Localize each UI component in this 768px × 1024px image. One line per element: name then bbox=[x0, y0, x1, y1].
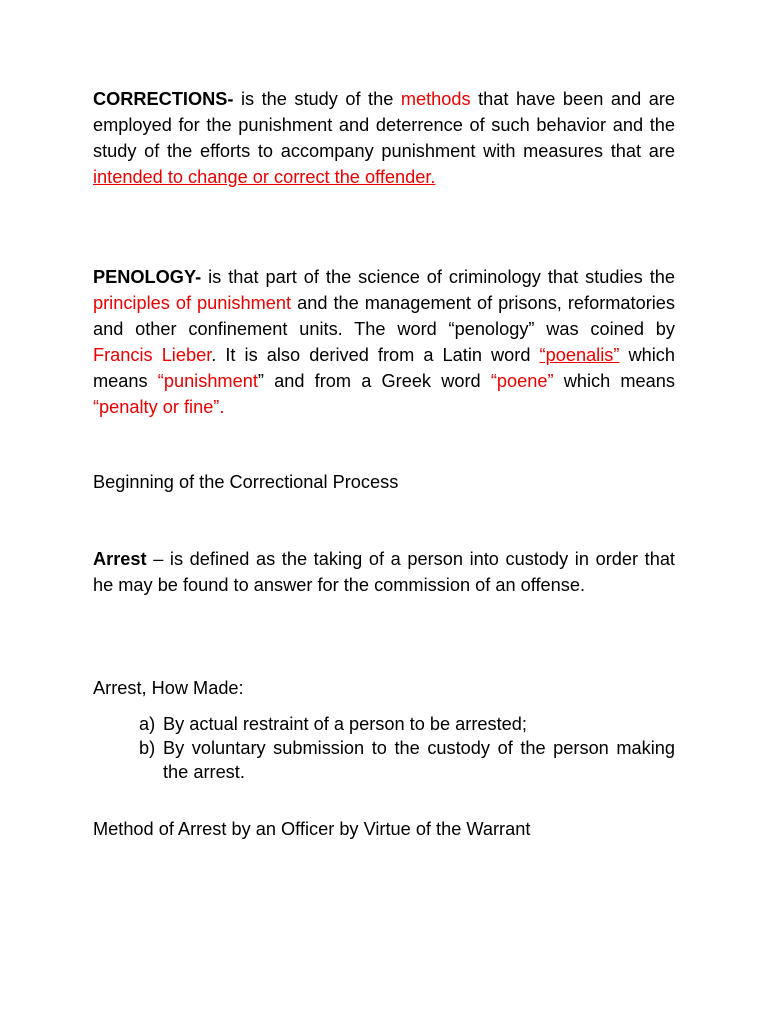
section-heading-correctional-process: Beginning of the Correctional Process bbox=[93, 472, 399, 492]
penology-text-3: . It is also derived from a Latin word bbox=[211, 345, 540, 365]
penology-term: PENOLOGY- bbox=[93, 267, 202, 287]
corrections-text-1: is the study of the bbox=[233, 89, 401, 109]
corrections-highlight-methods: methods bbox=[400, 89, 471, 109]
corrections-text-2: that have been and are employed for the punishment and deterrence of such behavior and the study of the efforts to accompany punishment with measures that are bbox=[93, 89, 675, 161]
penology-paragraph bbox=[93, 264, 675, 420]
list-item bbox=[139, 736, 675, 784]
penology-highlight-lieber: Francis Lieber bbox=[93, 345, 212, 365]
arrest-methods-list bbox=[139, 712, 675, 784]
penology-text-4: which means bbox=[93, 345, 675, 391]
penology-highlight-poene: “poene” bbox=[490, 371, 554, 391]
corrections-paragraph bbox=[93, 86, 675, 190]
list-item-text: By voluntary submission to the custody of the person making the arrest. bbox=[163, 738, 675, 782]
arrest-how-made-heading: Arrest, How Made: bbox=[93, 678, 244, 698]
penology-text-2: and the management of prisons, reformatories and other confinement units. The word “penology” was coined by bbox=[93, 293, 675, 339]
list-item-text: By actual restraint of a person to be arrested; bbox=[163, 714, 527, 734]
list-item-marker: b) bbox=[139, 738, 156, 758]
list-item-marker: a) bbox=[139, 714, 156, 734]
penology-highlight-penalty: “penalty or fine”. bbox=[93, 397, 225, 417]
corrections-highlight-purpose: intended to change or correct the offender. bbox=[93, 167, 436, 187]
corrections-term: CORRECTIONS- bbox=[93, 89, 234, 109]
penology-text-5: ” and from a Greek word bbox=[257, 371, 491, 391]
arrest-term: Arrest bbox=[93, 549, 147, 569]
arrest-paragraph bbox=[93, 546, 675, 598]
arrest-text: – is defined as the taking of a person into custody in order that he may be found to answer for the commission of an offense. bbox=[93, 549, 675, 595]
list-item bbox=[139, 712, 675, 736]
penology-highlight-punishment: “punishment bbox=[157, 371, 258, 391]
method-of-arrest-heading: Method of Arrest by an Officer by Virtue of the Warrant bbox=[93, 819, 531, 839]
penology-text-1: is that part of the science of criminology that studies the bbox=[201, 267, 675, 287]
penology-highlight-principles: principles of punishment bbox=[93, 293, 292, 313]
penology-text-6: which means bbox=[553, 371, 675, 391]
penology-highlight-poenalis: “poenalis” bbox=[539, 345, 620, 365]
